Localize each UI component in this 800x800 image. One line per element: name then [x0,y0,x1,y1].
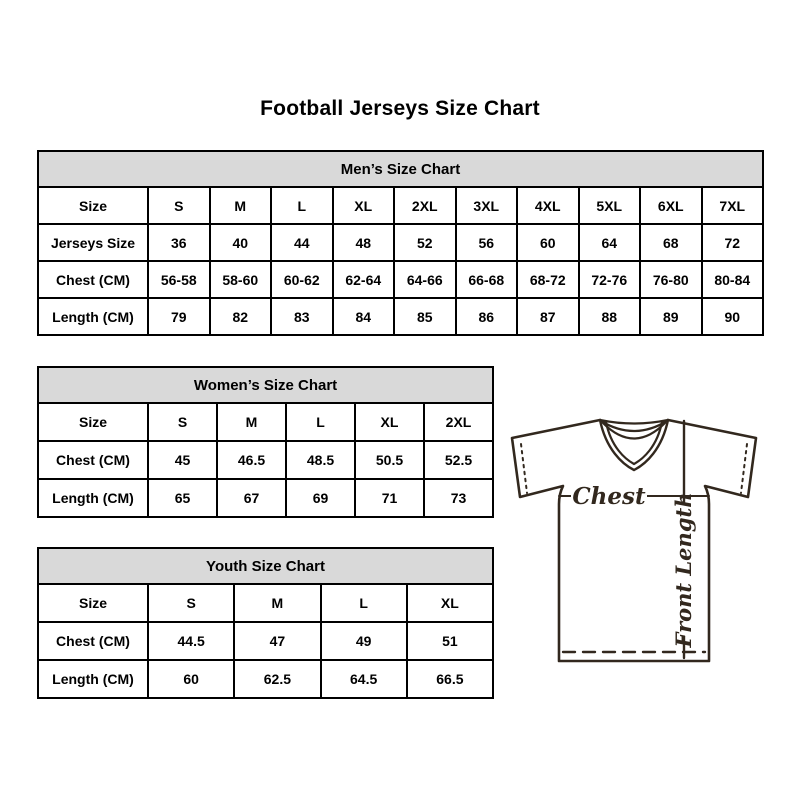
value-cell: 72-76 [579,261,641,298]
front-length-label: Front Length [671,492,696,648]
value-cell: M [217,403,286,441]
value-cell: 4XL [517,187,579,224]
value-cell: 6XL [640,187,702,224]
value-cell: 62-64 [333,261,395,298]
value-cell: 86 [456,298,518,335]
table-title: Men’s Size Chart [38,151,763,187]
value-cell: 71 [355,479,424,517]
value-cell: 60 [517,224,579,261]
table-row [38,441,493,479]
value-cell: 64.5 [321,660,407,698]
value-cell: 66.5 [407,660,493,698]
value-cell: M [234,584,320,622]
value-cell: XL [333,187,395,224]
value-cell: 52 [394,224,456,261]
mens-size-table [37,150,764,336]
row-label-cell: Length (CM) [38,298,148,335]
jersey-outline-icon [512,420,756,661]
row-label-cell: Size [38,403,148,441]
jersey-measurement-diagram [505,407,765,669]
value-cell: 66-68 [456,261,518,298]
value-cell: 84 [333,298,395,335]
value-cell: L [321,584,407,622]
value-cell: 60 [148,660,234,698]
value-cell: 51 [407,622,493,660]
row-label-cell: Chest (CM) [38,261,148,298]
value-cell: 49 [321,622,407,660]
chest-label: Chest [572,483,646,510]
table-row [38,224,763,261]
table-title: Women’s Size Chart [38,367,493,403]
value-cell: 52.5 [424,441,493,479]
table-row [38,584,493,622]
value-cell: 2XL [394,187,456,224]
table-row [38,479,493,517]
value-cell: 64-66 [394,261,456,298]
value-cell: 67 [217,479,286,517]
value-cell: 87 [517,298,579,335]
value-cell: 50.5 [355,441,424,479]
value-cell: 64 [579,224,641,261]
value-cell: 79 [148,298,210,335]
value-cell: 48.5 [286,441,355,479]
value-cell: 72 [702,224,764,261]
value-cell: XL [355,403,424,441]
value-cell: 69 [286,479,355,517]
table-row [38,298,763,335]
table-row [38,261,763,298]
value-cell: 45 [148,441,217,479]
value-cell: 60-62 [271,261,333,298]
table-title: Youth Size Chart [38,548,493,584]
row-label-cell: Chest (CM) [38,622,148,660]
row-label-cell: Length (CM) [38,479,148,517]
value-cell: 47 [234,622,320,660]
value-cell: 89 [640,298,702,335]
value-cell: 88 [579,298,641,335]
youth-size-table [37,547,494,699]
value-cell: 80-84 [702,261,764,298]
value-cell: XL [407,584,493,622]
table-row [38,660,493,698]
value-cell: 58-60 [210,261,272,298]
value-cell: 76-80 [640,261,702,298]
page-title: Football Jerseys Size Chart [260,97,540,120]
value-cell: 56 [456,224,518,261]
womens-size-table [37,366,494,518]
value-cell: 5XL [579,187,641,224]
value-cell: 40 [210,224,272,261]
value-cell: 48 [333,224,395,261]
value-cell: 44.5 [148,622,234,660]
value-cell: 2XL [424,403,493,441]
value-cell: 68 [640,224,702,261]
value-cell: 3XL [456,187,518,224]
row-label-cell: Size [38,187,148,224]
value-cell: S [148,403,217,441]
value-cell: 82 [210,298,272,335]
value-cell: 46.5 [217,441,286,479]
value-cell: 65 [148,479,217,517]
table-row [38,622,493,660]
value-cell: S [148,187,210,224]
value-cell: 85 [394,298,456,335]
row-label-cell: Length (CM) [38,660,148,698]
value-cell: S [148,584,234,622]
table-row [38,403,493,441]
row-label-cell: Size [38,584,148,622]
value-cell: 36 [148,224,210,261]
value-cell: 68-72 [517,261,579,298]
value-cell: L [271,187,333,224]
row-label-cell: Chest (CM) [38,441,148,479]
value-cell: 56-58 [148,261,210,298]
value-cell: 44 [271,224,333,261]
value-cell: M [210,187,272,224]
row-label-cell: Jerseys Size [38,224,148,261]
value-cell: 7XL [702,187,764,224]
table-row [38,187,763,224]
value-cell: 83 [271,298,333,335]
value-cell: 62.5 [234,660,320,698]
value-cell: 90 [702,298,764,335]
value-cell: L [286,403,355,441]
value-cell: 73 [424,479,493,517]
